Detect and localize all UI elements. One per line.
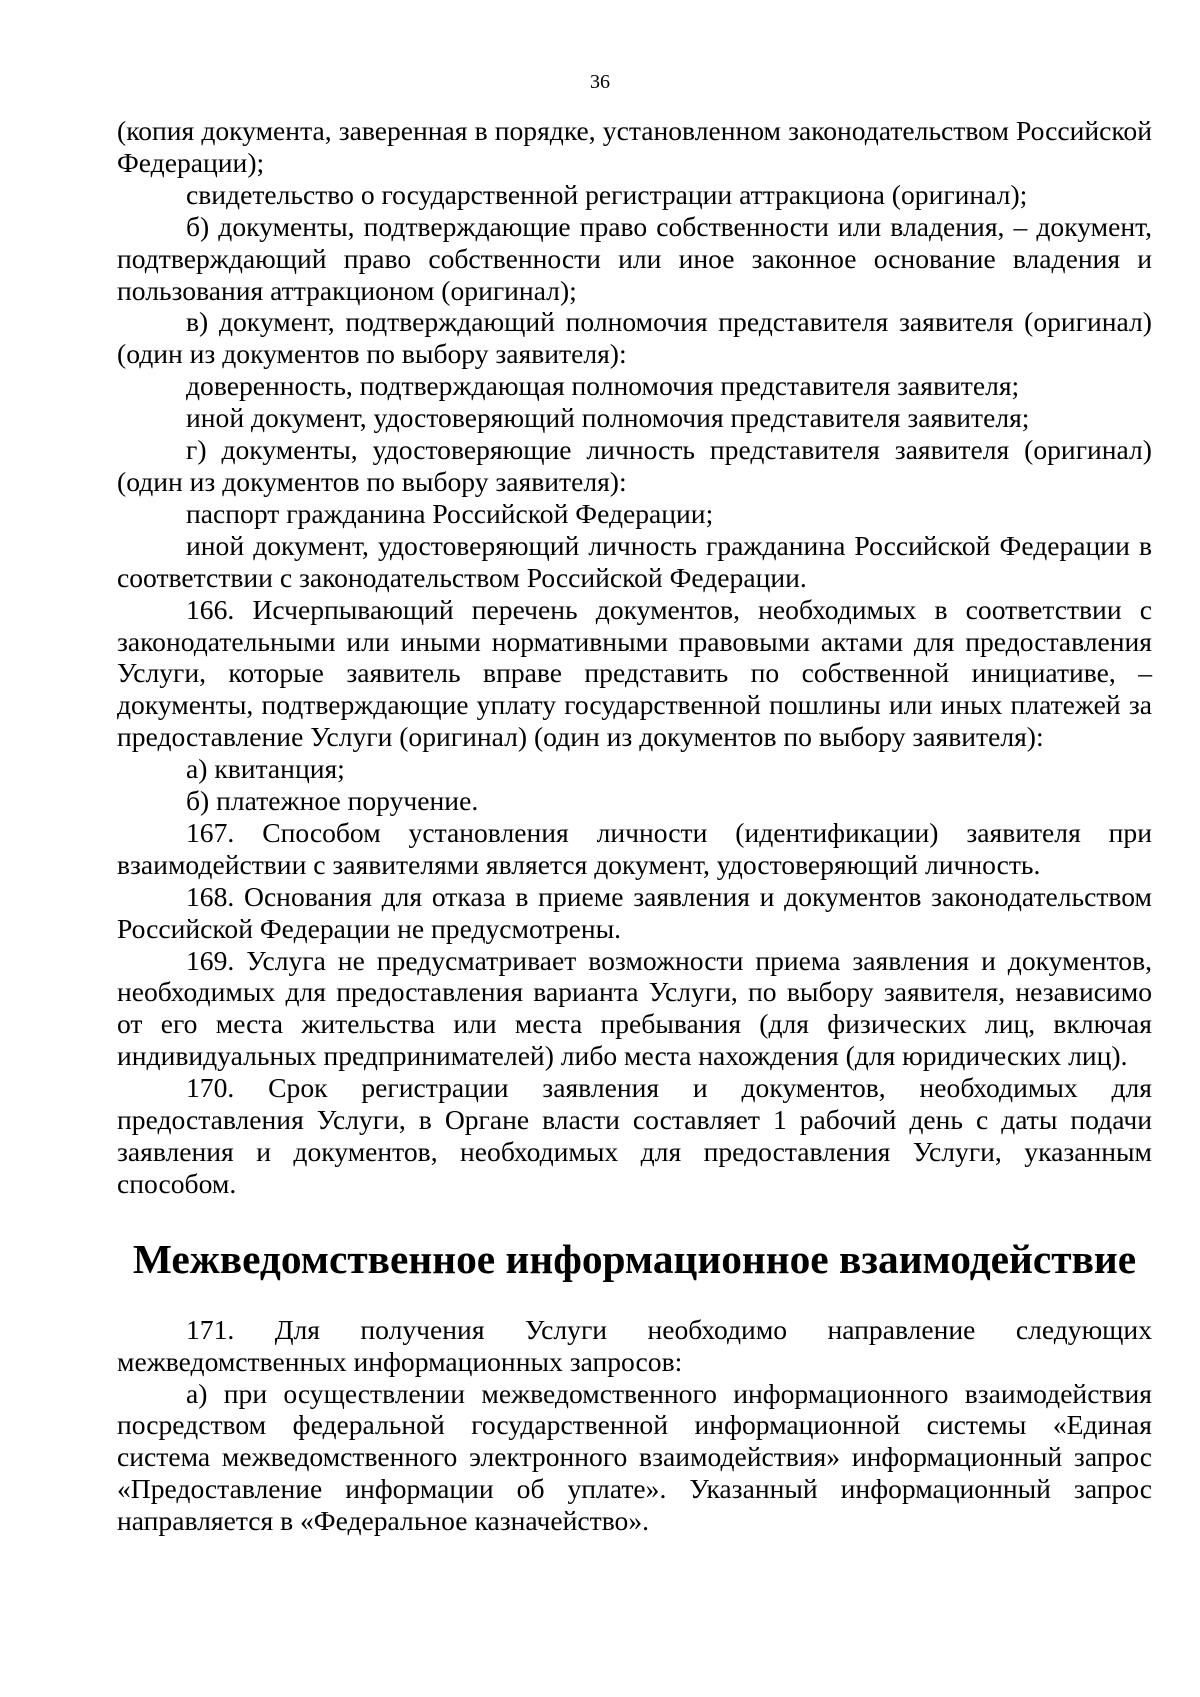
section-heading: Межведомственное информационное взаимодействие — [132, 1235, 1137, 1282]
paragraph: а) при осуществлении межведомственного информационного взаимодействия посредством федеральной государственной информационной системы «Единая система межведомственного электронного взаимодействия» информационный запрос «Предоставление информации об уплате». Указанный информационный запрос направляется в «Федеральное казначейство». — [117, 1377, 1152, 1537]
paragraph: б) документы, подтверждающие право собственности или владения, – документ, подтверждающий право собственности или иное законное основание владения и пользования аттракционом (оригинал); — [117, 210, 1152, 306]
paragraph-167: 167. Способом установления личности (идентификации) заявителя при взаимодействии с заявителями является документ, удостоверяющий личность. — [117, 816, 1152, 880]
paragraph-171: 171. Для получения Услуги необходимо направление следующих межведомственных информационных запросов: — [117, 1313, 1152, 1377]
paragraph: (копия документа, заверенная в порядке, установленном законодательством Российской Федерации); — [117, 115, 1152, 178]
paragraph: а) квитанция; — [186, 753, 345, 785]
paragraph-168: 168. Основания для отказа в приеме заявления и документов законодательством Российской Федерации не предусмотрены. — [117, 880, 1152, 944]
paragraph: иной документ, удостоверяющий полномочия представителя заявителя; — [186, 402, 1030, 434]
paragraph: доверенность, подтверждающая полномочия представителя заявителя; — [186, 370, 1020, 402]
paragraph: г) документы, удостоверяющие личность представителя заявителя (оригинал) (один из документов по выбору заявителя): — [117, 434, 1152, 497]
paragraph: в) документ, подтверждающий полномочия представителя заявителя (оригинал) (один из документов по выбору заявителя): — [117, 306, 1152, 370]
paragraph-170: 170. Срок регистрации заявления и документов, необходимых для предоставления Услуги, в Органе власти составляет 1 рабочий день с даты подачи заявления и документов, необходимых для предоставления Услуги, указанным способом. — [117, 1072, 1152, 1199]
page-number: 36 — [590, 71, 610, 93]
paragraph: б) платежное поручение. — [186, 785, 479, 817]
paragraph-166: 166. Исчерпывающий перечень документов, необходимых в соответствии с законодательными или иными нормативными правовыми актами для предоставления Услуги, которые заявитель вправе представить по собственной инициативе, – документы, подтверждающие уплату государственной пошлины или иных платежей за предоставление Услуги (оригинал) (один из документов по выбору заявителя): — [117, 593, 1152, 753]
document-body — [117, 115, 1152, 1537]
paragraph: свидетельство о государственной регистрации аттракциона (оригинал); — [186, 178, 1028, 210]
paragraph: иной документ, удостоверяющий личность гражданина Российской Федерации в соответствии с законодательством Российской Федерации. — [117, 529, 1152, 593]
paragraph-169: 169. Услуга не предусматривает возможности приема заявления и документов, необходимых для предоставления варианта Услуги, по выбору заявителя, независимо от его места жительства или места пребывания (для физических лиц, включая индивидуальных предпринимателей) либо места нахождения (для юридических лиц). — [117, 944, 1152, 1072]
paragraph: паспорт гражданина Российской Федерации; — [186, 497, 714, 529]
